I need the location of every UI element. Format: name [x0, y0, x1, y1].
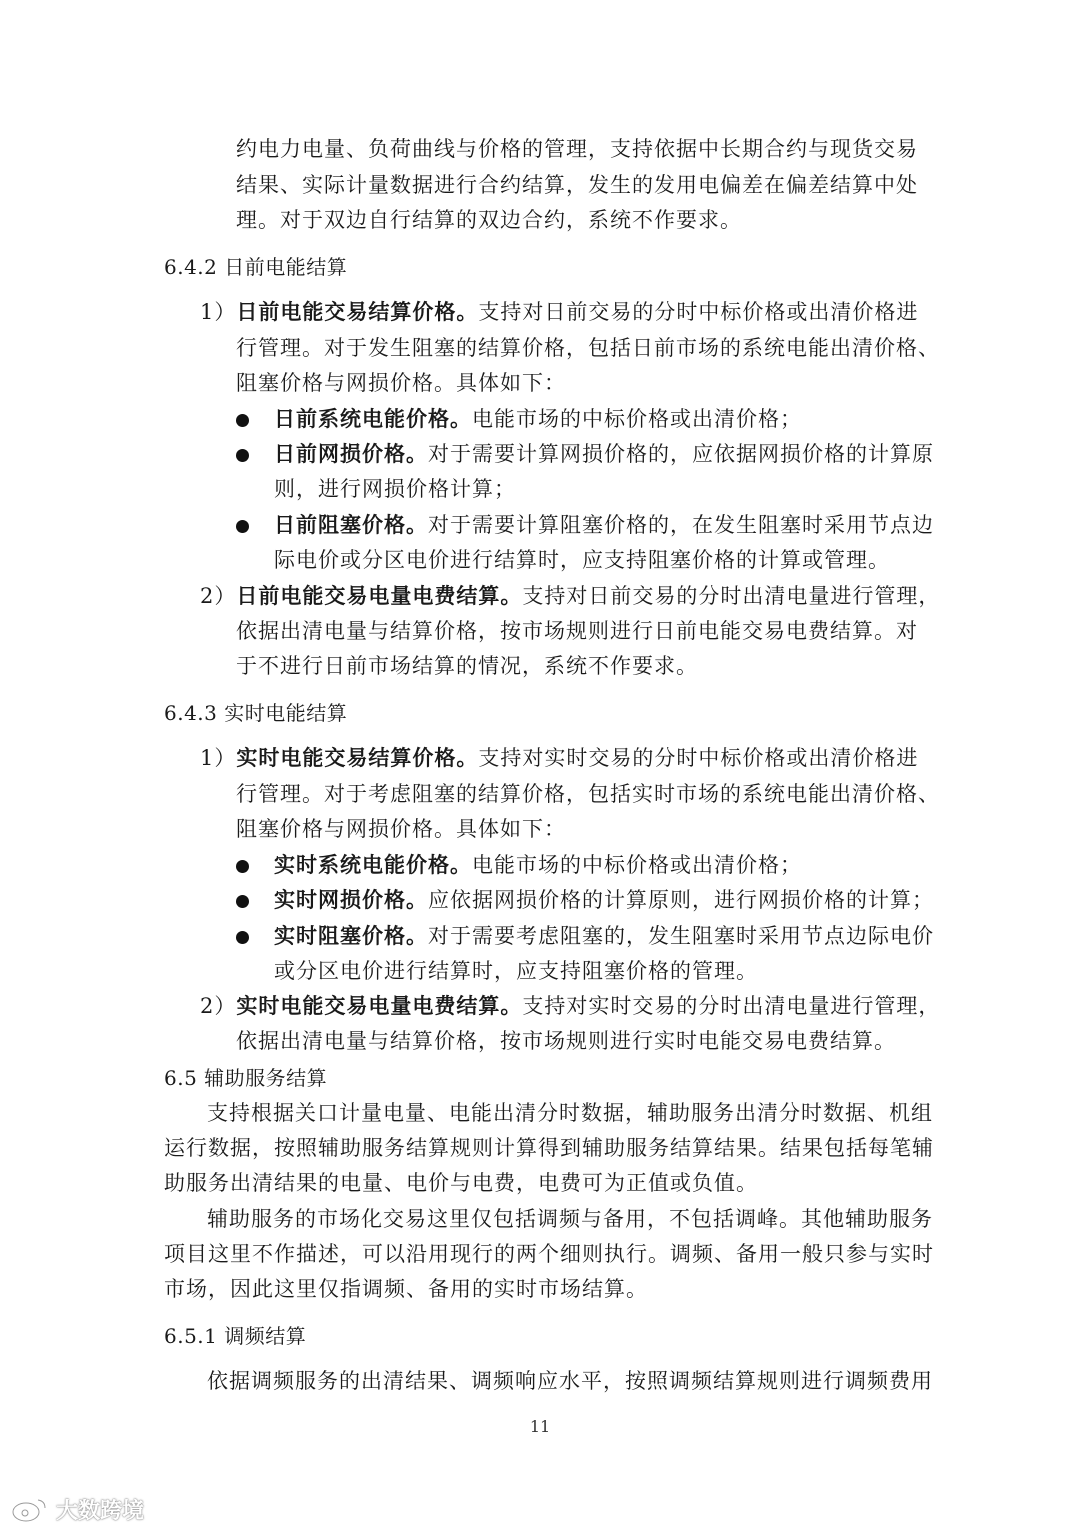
item-text: 应依据网损价格的计算原则，进行网损价格的计算；: [428, 888, 934, 912]
paragraph-line: 项目这里不作描述，可以沿用现行的两个细则执行。调频、备用一般只参与实时: [164, 1242, 934, 1266]
item-text: 对于需要考虑阻塞的，发生阻塞时采用节点边际电价: [428, 924, 934, 948]
weibo-logo-icon: [10, 1494, 50, 1524]
watermark-text: 大数跨境: [56, 1498, 145, 1524]
paragraph-line: 约电力电量、负荷曲线与价格的管理，支持依据中长期合约与现货交易: [236, 137, 918, 161]
list-number: 2）: [200, 994, 237, 1018]
section-heading-6-4-2: 6.4.2 日前电能结算: [164, 255, 348, 279]
bullet-item: [274, 404, 802, 434]
paragraph-line: 阻塞价格与网损价格。具体如下：: [236, 817, 566, 841]
paragraph-line: 行管理。对于发生阻塞的结算价格，包括日前市场的系统电能出清价格、: [236, 336, 940, 360]
item-text: 支持对日前交易的分时出清电量进行管理，: [522, 584, 941, 608]
bullet-icon: [236, 414, 249, 427]
item-title: 实时电能交易电量电费结算。: [236, 993, 523, 1018]
item-title: 日前网损价格。: [274, 441, 428, 466]
item-title: 日前电能交易电量电费结算。: [236, 583, 523, 608]
paragraph-line: 市场，因此这里仅指调频、备用的实时市场结算。: [164, 1277, 648, 1301]
section-heading-6-5: 6.5 辅助服务结算: [164, 1066, 328, 1090]
page-number: 11: [529, 1417, 551, 1436]
item-title: 日前系统电能价格。: [274, 406, 472, 431]
item-title: 实时网损价格。: [274, 887, 428, 912]
item-text: 支持对日前交易的分时中标价格或出清价格进: [478, 300, 919, 324]
bullet-item: [274, 885, 934, 915]
item-text: 电能市场的中标价格或出清价格；: [472, 853, 802, 877]
watermark: [10, 1492, 144, 1526]
item-title: 实时电能交易结算价格。: [236, 745, 479, 770]
list-item-1: [200, 743, 918, 773]
list-number: 1）: [200, 300, 237, 324]
item-text: 电能市场的中标价格或出清价格；: [472, 407, 802, 431]
item-text: 支持对实时交易的分时出清电量进行管理，: [522, 994, 941, 1018]
paragraph-line: 运行数据，按照辅助服务结算规则计算得到辅助服务结算结果。结果包括每笔辅: [164, 1136, 934, 1160]
list-item-2: [200, 991, 940, 1021]
bullet-icon: [236, 895, 249, 908]
paragraph-line: 际电价或分区电价进行结算时，应支持阻塞价格的计算或管理。: [274, 548, 890, 572]
paragraph-line: 理。对于双边自行结算的双边合约，系统不作要求。: [236, 208, 742, 232]
paragraph-line: 依据出清电量与结算价格，按市场规则进行日前电能交易电费结算。对: [236, 619, 918, 643]
section-heading-6-4-3: 6.4.3 实时电能结算: [164, 701, 348, 725]
paragraph-line: 依据出清电量与结算价格，按市场规则进行实时电能交易电费结算。: [236, 1029, 896, 1053]
bullet-icon: [236, 520, 249, 533]
paragraph-line: 依据调频服务的出清结果、调频响应水平，按照调频结算规则进行调频费用: [207, 1369, 933, 1393]
bullet-item: [274, 439, 934, 469]
paragraph-line: 支持根据关口计量电量、电能出清分时数据，辅助服务出清分时数据、机组: [207, 1101, 933, 1125]
item-title: 日前电能交易结算价格。: [236, 299, 479, 324]
bullet-icon: [236, 860, 249, 873]
paragraph-line: 或分区电价进行结算时，应支持阻塞价格的管理。: [274, 959, 758, 983]
bullet-icon: [236, 931, 249, 944]
bullet-item: [274, 921, 934, 951]
paragraph-line: 结果、实际计量数据进行合约结算，发生的发用电偏差在偏差结算中处: [236, 173, 918, 197]
bullet-item: [274, 510, 934, 540]
section-heading-6-5-1: 6.5.1 调频结算: [164, 1324, 307, 1348]
item-title: 实时系统电能价格。: [274, 852, 472, 877]
item-title: 实时阻塞价格。: [274, 923, 428, 948]
list-number: 2）: [200, 584, 237, 608]
item-text: 对于需要计算网损价格的，应依据网损价格的计算原: [428, 442, 934, 466]
item-text: 支持对实时交易的分时中标价格或出清价格进: [478, 746, 919, 770]
list-item-2: [200, 581, 940, 611]
paragraph-line: 则，进行网损价格计算；: [274, 477, 516, 501]
paragraph-line: 辅助服务的市场化交易这里仅包括调频与备用，不包括调峰。其他辅助服务: [207, 1207, 933, 1231]
paragraph-line: 于不进行日前市场结算的情况，系统不作要求。: [236, 654, 698, 678]
list-number: 1）: [200, 746, 237, 770]
paragraph-line: 助服务出清结果的电量、电价与电费，电费可为正值或负值。: [164, 1171, 758, 1195]
bullet-icon: [236, 449, 249, 462]
item-text: 对于需要计算阻塞价格的，在发生阻塞时采用节点边: [428, 513, 934, 537]
paragraph-line: 行管理。对于考虑阻塞的结算价格，包括实时市场的系统电能出清价格、: [236, 782, 940, 806]
list-item-1: [200, 297, 918, 327]
paragraph-line: 阻塞价格与网损价格。具体如下：: [236, 371, 566, 395]
item-title: 日前阻塞价格。: [274, 512, 428, 537]
bullet-item: [274, 850, 802, 880]
